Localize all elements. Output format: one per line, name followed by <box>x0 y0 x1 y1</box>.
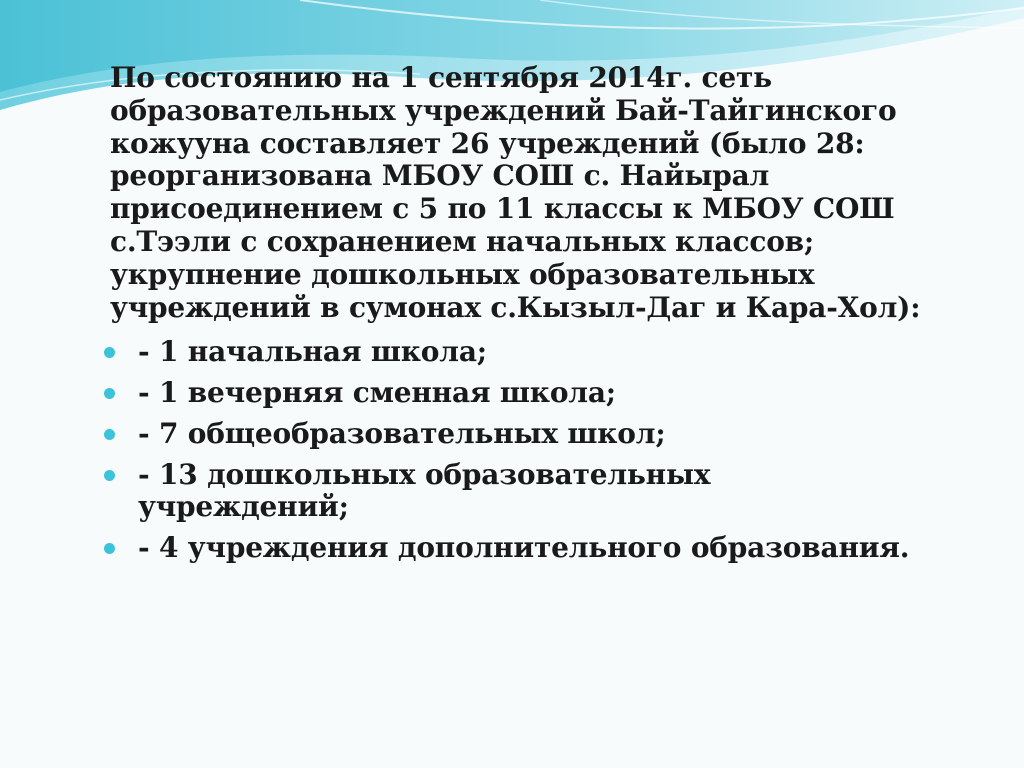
bullet-dot-icon <box>104 470 115 481</box>
bullet-text: - 13 дошкольных образовательных учреждений; <box>138 458 711 524</box>
bullet-item <box>104 532 930 564</box>
bullet-item <box>104 377 930 409</box>
bullet-item <box>104 459 930 523</box>
bullet-list <box>104 336 930 564</box>
bullet-item <box>104 336 930 368</box>
bullet-text: - 1 начальная школа; <box>138 335 487 369</box>
bullet-dot-icon <box>104 388 115 399</box>
slide-body <box>110 62 930 573</box>
bullet-dot-icon <box>104 429 115 440</box>
intro-paragraph: По состоянию на 1 сентября 2014г. сеть образовательных учреждений Бай-Тайгинского кожууна составляет 26 учреждений (было 28: реорганизована МБОУ СОШ с. Найырал присоединением с 5 по 11 классы к МБОУ СОШ с.Тээли с сохранением начальных классов; укрупнение дошкольных образовательных учреждений в сумонах с.Кызыл-Даг и Кара-Хол): <box>110 61 921 324</box>
bullet-dot-icon <box>104 543 115 554</box>
bullet-text: - 7 общеобразовательных школ; <box>138 417 666 451</box>
bullet-dot-icon <box>104 347 115 358</box>
bullet-text: - 1 вечерняя сменная школа; <box>138 376 616 410</box>
bullet-text: - 4 учреждения дополнительного образования. <box>138 531 910 565</box>
bullet-item <box>104 418 930 450</box>
